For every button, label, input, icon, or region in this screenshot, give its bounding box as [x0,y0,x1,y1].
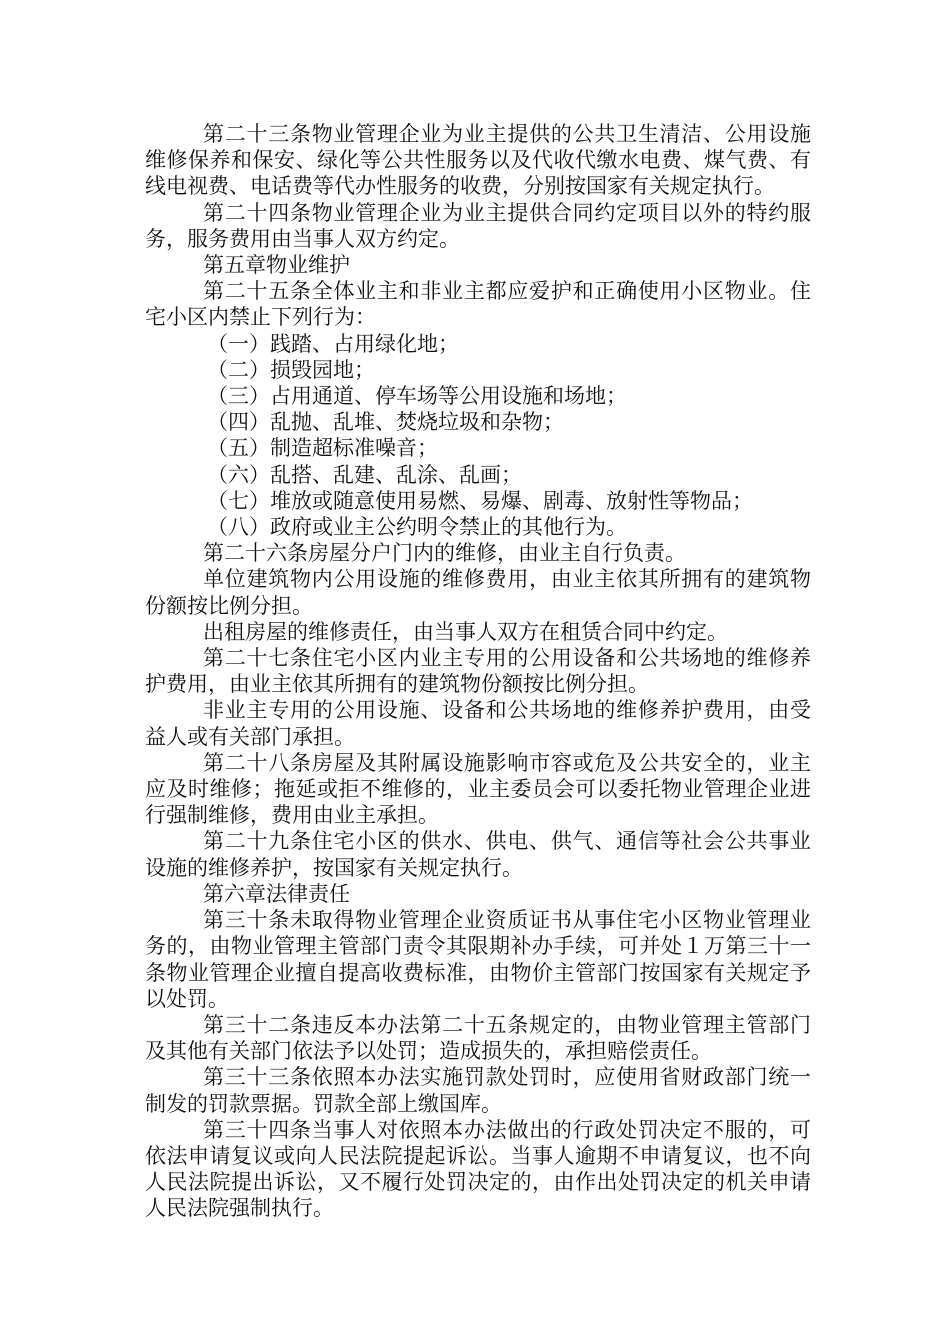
list-item-5: （五）制造超标准噪音； [207,436,438,461]
article-27-clause-2: 非业主专用的公用设施、设备和公共场地的维修养护费用，由受益人或有关部门承担。 [145,698,811,749]
chapter-5-heading: 第五章物业维护 [203,253,350,278]
list-item-7: （七）堆放或随意使用易燃、易爆、剧毒、放射性等物品； [207,488,753,513]
article-26-clause-3: 出租房屋的维修责任，由当事人双方在租赁合同中约定。 [203,619,728,644]
article-28: 第二十八条房屋及其附属设施影响市容或危及公共安全的，业主应及时维修；拖延或拒不维修的，业主委员会可以委托物业管理企业进行强制维修，费用由业主承担。 [145,750,811,828]
chapter-6-heading: 第六章法律责任 [203,881,350,906]
article-27: 第二十七条住宅小区内业主专用的公用设备和公共场地的维修养护费用，由业主依其所拥有的建筑物份额按比例分担。 [145,646,811,697]
article-32: 第三十二条违反本办法第二十五条规定的，由物业管理主管部门及其他有关部门依法予以处罚；造成损失的，承担赔偿责任。 [145,1012,811,1064]
article-24: 第二十四条物业管理企业为业主提供合同约定项目以外的特约服务，服务费用由当事人双方约定。 [145,200,811,251]
article-25: 第二十五条全体业主和非业主都应爱护和正确使用小区物业。住宅小区内禁止下列行为： [145,279,811,330]
list-item-1: （一）践踏、占用绿化地； [207,331,459,356]
list-item-6: （六）乱搭、乱建、乱涂、乱画； [207,462,522,487]
article-26: 第二十六条房屋分户门内的维修，由业主自行负责。 [203,541,686,566]
article-34: 第三十四条当事人对依照本办法做出的行政处罚决定不服的，可依法申请复议或向人民法院提起诉讼。当事人逾期不申请复议，也不向人民法院提出诉讼，又不履行处罚决定的，由作出处罚决定的机关申请人民法院强制执行。 [145,1117,811,1221]
article-30: 第三十条未取得物业管理企业资质证书从事住宅小区物业管理业务的，由物业管理主管部门责令其限期补办手续，可并处１万第三十一条物业管理企业擅自提高收费标准，由物价主管部门按国家有关规定予以处罚。 [145,908,811,1011]
article-29: 第二十九条住宅小区的供水、供电、供气、通信等社会公共事业设施的维修养护，按国家有关规定执行。 [145,829,811,880]
article-33: 第三十三条依照本办法实施罚款处罚时，应使用省财政部门统一制发的罚款票据。罚款全部上缴国库。 [145,1065,811,1116]
list-item-2: （二）损毁园地； [207,357,375,382]
document-body [145,121,811,1222]
article-23: 第二十三条物业管理企业为业主提供的公共卫生清洁、公用设施维修保养和保安、绿化等公共性服务以及代收代缴水电费、煤气费、有线电视费、电话费等代办性服务的收费，分别按国家有关规定执行。 [145,122,811,199]
article-26-clause-2: 单位建筑物内公用设施的维修费用，由业主依其所拥有的建筑物份额按比例分担。 [145,567,811,618]
list-item-8: （八）政府或业主公约明令禁止的其他行为。 [207,515,627,540]
list-item-4: （四）乱抛、乱堆、焚烧垃圾和杂物； [207,410,564,435]
list-item-3: （三）占用通道、停车场等公用设施和场地； [207,384,627,409]
